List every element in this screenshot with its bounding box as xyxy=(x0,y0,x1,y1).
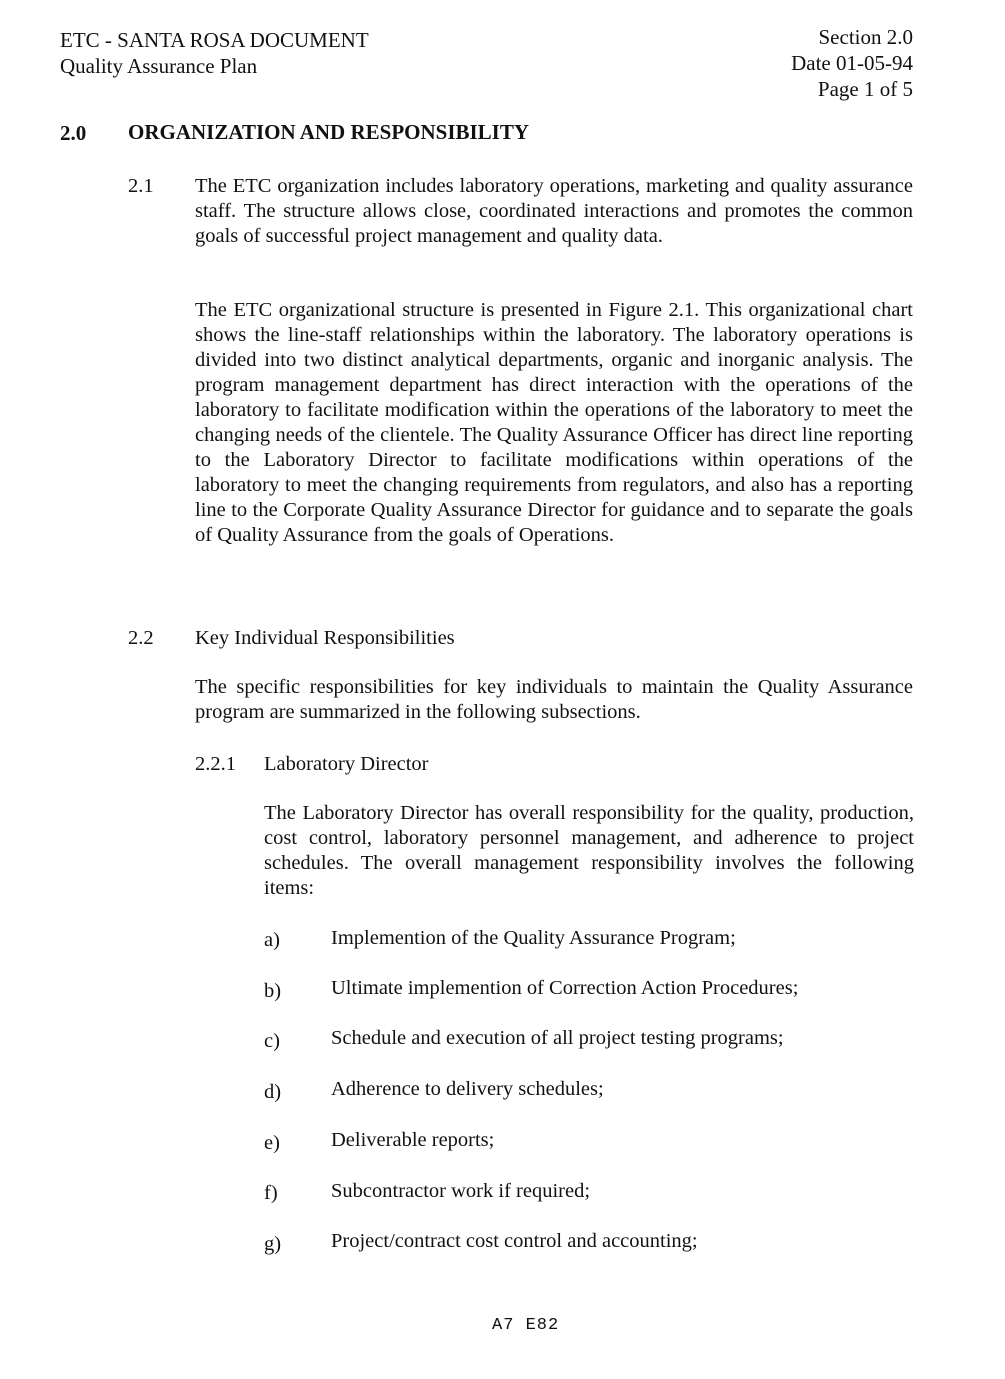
header-page: Page 1 of 5 xyxy=(817,77,913,101)
list-item-letter: a) xyxy=(264,929,280,951)
list-item-text: Project/contract cost control and accounting; xyxy=(331,1230,698,1252)
header-org: ETC - SANTA ROSA DOCUMENT xyxy=(60,28,369,52)
list-item-letter: b) xyxy=(264,980,282,1002)
header-date: Date 01-05-94 xyxy=(791,51,913,75)
subsection-number-2-2: 2.2 xyxy=(128,627,154,649)
header-section: Section 2.0 xyxy=(818,25,913,49)
paragraph-2-2: The specific responsibilities for key individuals to maintain the Quality Assurance program are summarized in the following subsections. xyxy=(195,676,913,723)
header-right xyxy=(791,24,913,102)
paragraph-2-2-1: The Laboratory Director has overall responsibility for the quality, production, cost control, laboratory personnel management, and adherence to project schedules. The overall management responsibility involves the following items: xyxy=(264,802,914,899)
subsection-title-2-2: Key Individual Responsibilities xyxy=(195,627,455,649)
list-item-letter: g) xyxy=(264,1233,282,1255)
list-item-text: Subcontractor work if required; xyxy=(331,1180,591,1202)
list-item-letter: d) xyxy=(264,1081,282,1103)
list-item-letter: f) xyxy=(264,1182,278,1204)
list-item-text: Adherence to delivery schedules; xyxy=(331,1078,604,1100)
header-doc-title: Quality Assurance Plan xyxy=(60,54,258,78)
section-number: 2.0 xyxy=(60,121,87,145)
list-item-letter: e) xyxy=(264,1132,280,1154)
list-item-text: Schedule and execution of all project testing programs; xyxy=(331,1027,784,1049)
footer-code: A7 E82 xyxy=(492,1316,560,1335)
subsection-number-2-2-1: 2.2.1 xyxy=(195,753,236,775)
paragraph-2-1-a: The ETC organization includes laboratory operations, marketing and quality assurance staff. The structure allows close, coordinated interactions and promotes the common goals of successful project management and quality data. xyxy=(195,175,913,247)
subsection-number-2-1: 2.1 xyxy=(128,175,154,197)
header-left xyxy=(60,27,369,79)
list-item-text: Ultimate implemention of Correction Action Procedures; xyxy=(331,977,799,999)
paragraph-2-1-b: The ETC organizational structure is presented in Figure 2.1. This organizational chart shows the line-staff relationships within the laboratory. The laboratory operations is divided into two distinct analytical departments, organic and inorganic analysis. The program management department has direct interaction with the operations of the laboratory to facilitate modification within the operations of the laboratory to meet the changing needs of the clientele. The Quality Assurance Officer has direct line reporting to the Laboratory Director to facilitate modifications within operations of the laboratory to meet the changing requirements from regulators, and also has a reporting line to the Corporate Quality Assurance Director for guidance and to separate the goals of Quality Assurance from the goals of Operations. xyxy=(195,299,913,546)
section-title: ORGANIZATION AND RESPONSIBILITY xyxy=(128,120,530,144)
list-item-letter: c) xyxy=(264,1030,280,1052)
subsection-title-2-2-1: Laboratory Director xyxy=(264,753,429,775)
list-item-text: Implemention of the Quality Assurance Program; xyxy=(331,927,736,949)
list-item-text: Deliverable reports; xyxy=(331,1129,495,1151)
